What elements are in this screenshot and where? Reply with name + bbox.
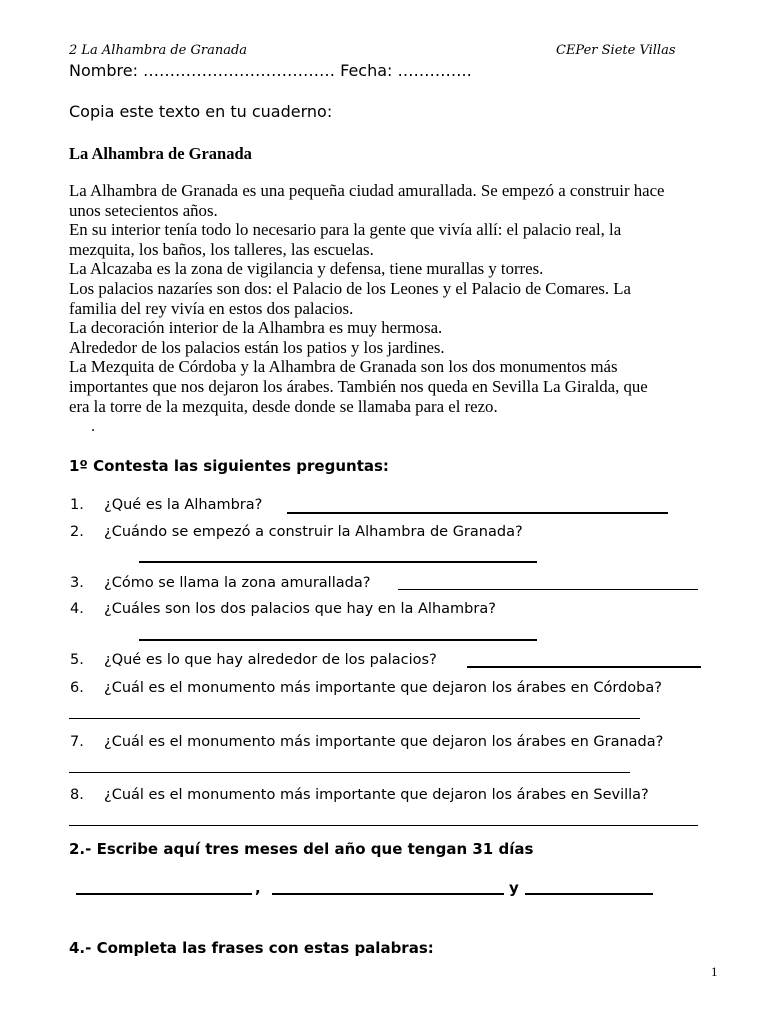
answer-line[interactable]: [139, 639, 537, 641]
question-number: 7.: [70, 734, 84, 750]
question-text: ¿Cuándo se empezó a construir la Alhambra de Granada?: [104, 524, 523, 540]
reading-line: La Alhambra de Granada es una pequeña ciudad amurallada. Se empezó a construir hace: [69, 181, 665, 200]
month-answer-line[interactable]: [272, 893, 504, 895]
question-number: 2.: [70, 524, 84, 540]
reading-line: La decoración interior de la Alhambra es muy hermosa.: [69, 318, 443, 338]
answer-line[interactable]: [398, 589, 698, 590]
answer-line[interactable]: [69, 825, 698, 826]
reading-text: [69, 181, 739, 416]
question-number: 3.: [70, 575, 84, 591]
section1-title: 1º Contesta las siguientes preguntas:: [69, 457, 389, 475]
question-text: ¿Cuál es el monumento más importante que dejaron los árabes en Sevilla?: [104, 787, 649, 803]
question-text: ¿Cuál es el monumento más importante que dejaron los árabes en Granada?: [104, 734, 664, 750]
month-answer-line[interactable]: [525, 893, 653, 895]
reading-line: La Mezquita de Córdoba y la Alhambra de Granada son los dos monumentos más: [69, 357, 618, 377]
reading-line: familia del rey vivía en estos dos palacios.: [69, 298, 354, 318]
name-date-line: Nombre: ……………………………… Fecha: …………..: [69, 61, 472, 80]
reading-line: En su interior tenía todo lo necesario para la gente que vivía allí: el palacio real, la: [69, 220, 622, 240]
question-text: ¿Cuáles son los dos palacios que hay en la Alhambra?: [104, 601, 496, 617]
section4-title: 4.- Completa las frases con estas palabras:: [69, 939, 434, 957]
section2-title: 2.- Escribe aquí tres meses del año que tengan 31 días: [69, 840, 534, 858]
reading-line: Alrededor de los palacios están los patios y los jardines.: [69, 337, 445, 357]
trailing-dot: .: [91, 418, 95, 435]
answer-line[interactable]: [287, 512, 668, 514]
question-number: 6.: [70, 680, 84, 696]
question-number: 4.: [70, 601, 84, 617]
answer-line[interactable]: [69, 718, 640, 719]
reading-line: importantes que nos dejaron los árabes. También nos queda en Sevilla La Giralda, que: [69, 376, 648, 396]
question-number: 1.: [70, 497, 84, 513]
question-text: ¿Qué es lo que hay alrededor de los palacios?: [104, 652, 437, 668]
copy-instruction: Copia este texto en tu cuaderno:: [69, 102, 333, 121]
answer-line[interactable]: [69, 772, 630, 773]
reading-line: La Alcazaba es la zona de vigilancia y defensa, tiene murallas y torres.: [69, 259, 544, 279]
page-number: 1: [711, 964, 718, 979]
reading-line: era la torre de la mezquita, desde donde se llamaba para el rezo.: [69, 396, 498, 416]
reading-line: unos setecientos años.: [69, 200, 218, 220]
question-text: ¿Qué es la Alhambra?: [104, 497, 263, 513]
reading-line: mezquita, los baños, los talleres, las escuelas.: [69, 239, 374, 259]
answer-line[interactable]: [467, 666, 701, 668]
header-left: 2 La Alhambra de Granada: [69, 43, 248, 58]
question-text: ¿Cuál es el monumento más importante que dejaron los árabes en Córdoba?: [104, 680, 662, 696]
reading-line: Los palacios nazaríes son dos: el Palacio de los Leones y el Palacio de Comares. La: [69, 278, 631, 298]
reading-title: La Alhambra de Granada: [69, 144, 252, 163]
question-text: ¿Cómo se llama la zona amurallada?: [104, 575, 371, 591]
y-separator: y: [509, 879, 519, 897]
month-answer-line[interactable]: [76, 893, 252, 895]
question-number: 5.: [70, 652, 84, 668]
question-number: 8.: [70, 787, 84, 803]
comma-separator: ,: [255, 879, 261, 897]
answer-line[interactable]: [139, 561, 537, 563]
header-right: CEPer Siete Villas: [556, 43, 676, 58]
